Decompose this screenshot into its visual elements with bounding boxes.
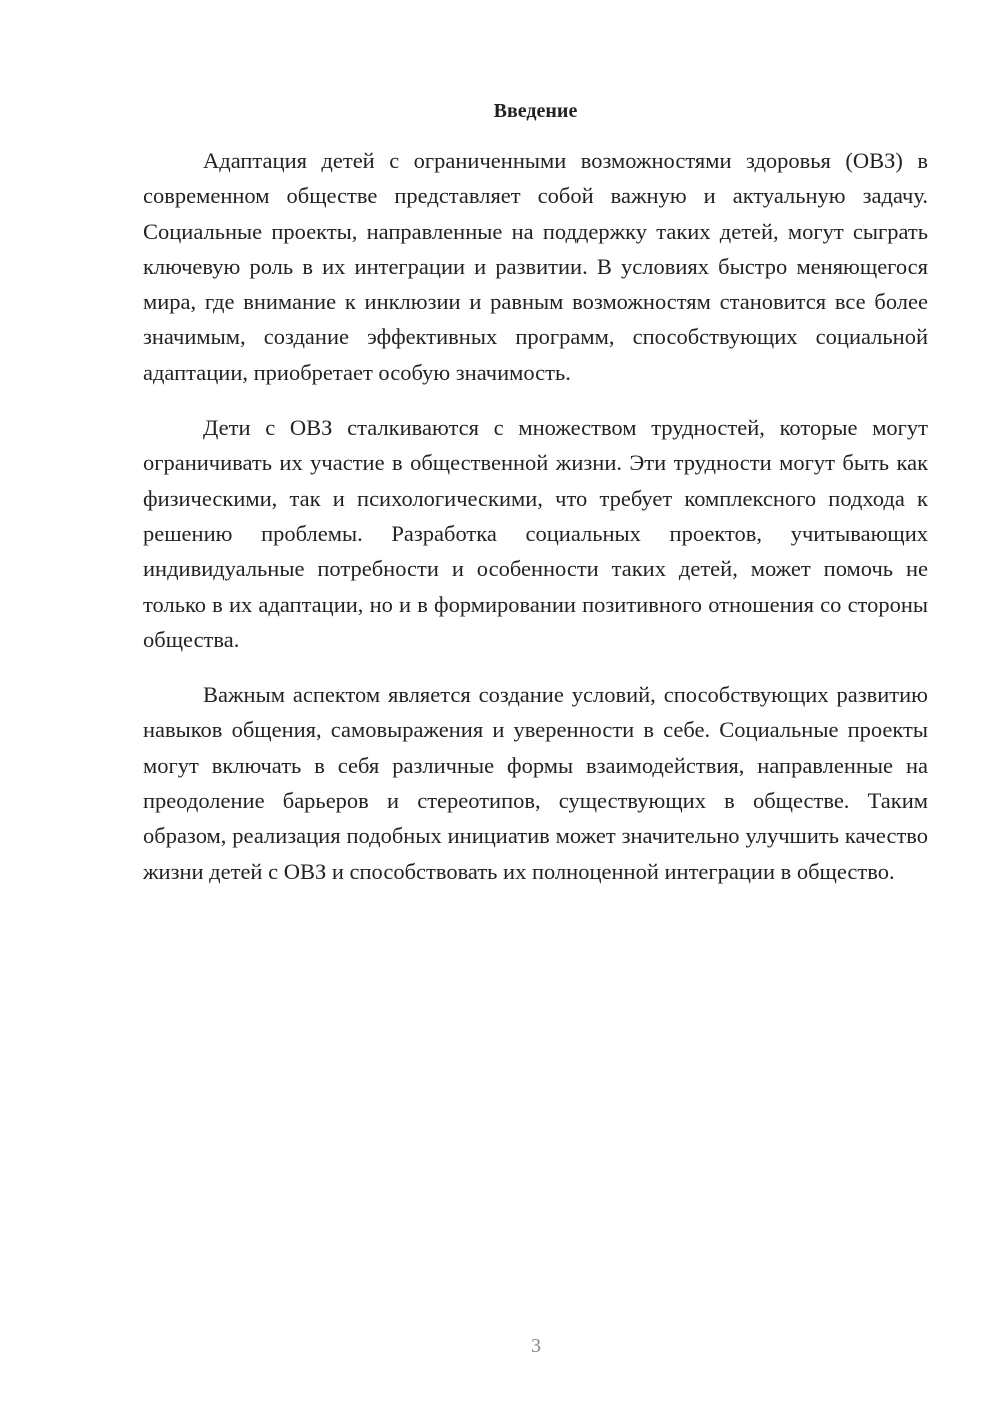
paragraph-2: Дети с ОВЗ сталкиваются с множеством трудностей, которые могут ограничивать их участие в общественной жизни. Эти трудности могут быть как физическими, так и психологическими, что требует комплексного подхода к решению проблемы. Разработка социальных проектов, учитывающих индивидуальные потребности и особенности таких детей, может помочь не только в их адаптации, но и в формировании позитивного отношения со стороны общества. — [143, 415, 928, 652]
page-number: 3 — [531, 1335, 541, 1357]
page-title: Введение — [493, 100, 578, 122]
document-body — [143, 143, 928, 909]
paragraph-3: Важным аспектом является создание условий, способствующих развитию навыков общения, самовыражения и уверенности в себе. Социальные проекты могут включать в себя различные формы взаимодействия, направленные на преодоление барьеров и стереотипов, существующих в обществе. Таким образом, реализация подобных инициатив может значительно улучшить качество жизни детей с ОВЗ и способствовать их полноценной интеграции в общество. — [143, 682, 928, 884]
paragraph-1: Адаптация детей с ограниченными возможностями здоровья (ОВЗ) в современном обществе представляет собой важную и актуальную задачу. Социальные проекты, направленные на поддержку таких детей, могут сыграть ключевую роль в их интеграции и развитии. В условиях быстро меняющегося мира, где внимание к инклюзии и равным возможностям становится все более значимым, создание эффективных программ, способствующих социальной адаптации, приобретает особую значимость. — [143, 148, 928, 385]
